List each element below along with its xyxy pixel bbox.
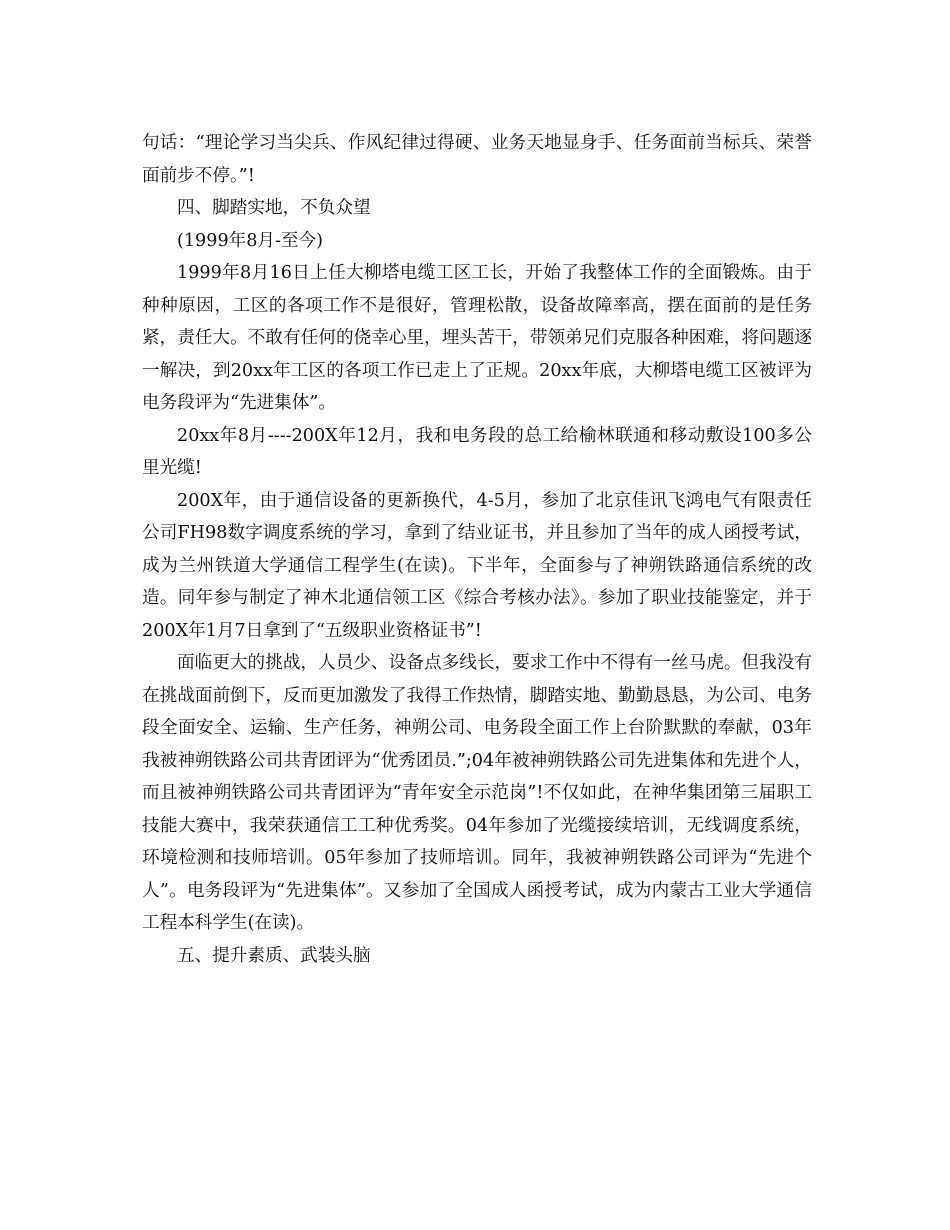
paragraph-continuation: 句话：“理论学习当尖兵、作风纪律过得硬、业务天地显身手、任务面前当标兵、荣誉面前步不停。”! [142,133,812,186]
section-period: (1999年8月-至今) [177,230,324,251]
paragraph-200x: 200X年，由于通信设备的更新换代，4-5月，参加了北京佳讯飞鸿电气有限责任公司FH98数字调度系统的学习，拿到了结业证书，并且参加了当年的成人函授考试，成为兰州铁道大学通信工程学生(在读)。下半年，全面参与了神朔铁路通信系统的改造。同年参与制定了神木北通信领工区《综合考核办法》。参加了职业技能鉴定，并于200X年1月7日拿到了“五级职业资格证书”! [142,490,812,641]
paragraph-1999: 1999年8月16日上任大柳塔电缆工区工长，开始了我整体工作的全面锻炼。由于种种原因，工区的各项工作不是很好，管理松散，设备故障率高，摆在面前的是任务紧，责任大。不敢有任何的侥幸心里，埋头苦干，带领弟兄们克服各种困难，将问题逐一解决，到20xx年工区的各项工作已走上了正规。20xx年底，大柳塔电缆工区被评为电务段评为“先进集体”。 [142,263,812,413]
section-heading-4: 四、脚踏实地，不负众望 [177,198,371,218]
paragraph-challenge: 面临更大的挑战，人员少、设备点多线长，要求工作中不得有一丝马虎。但我没有在挑战面前倒下，反而更加激发了我得工作热情，脚踏实地、勤勤恳恳，为公司、电务段全面安全、运输、生产任务，神朔公司、电务段全面工作上台阶默默的奉献，03年我被神朔铁路公司共青团评为“优秀团员.”;04年被神朔铁路公司先进集体和先进个人，而且被神朔铁路公司共青团评为“青年安全示范岗”!不仅如此，在神华集团第三届职工技能大赛中，我荣获通信工工种优秀奖。04年参加了光缆接续培训，无线调度系统，环境检测和技师培训。05年参加了技师培训。同年，我被神朔铁路公司评为“先进个人”。电务段评为“先进集体”。又参加了全国成人函授考试，成为内蒙古工业大学通信工程本科学生(在读)。 [142,653,812,933]
section-heading-5: 五、提升素质、武装头脑 [177,945,371,966]
paragraph-cable: 20xx年8月----200X年12月，我和电务段的总工给榆林联通和移动敷设100多公里光缆! [142,425,812,478]
document-body [142,127,812,972]
